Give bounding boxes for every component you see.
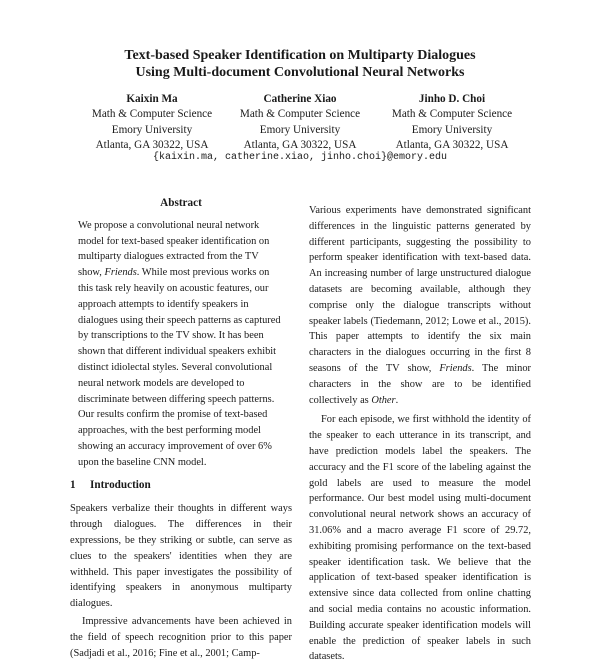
section-number: 1	[70, 478, 76, 491]
abstract-heading: Abstract	[160, 197, 202, 209]
author-dept: Math & Computer Science	[239, 108, 361, 121]
right-paragraph-1: Various experiments have demonstrated significant differences in the linguistic patterns generated by different participants, suggesting the possibility to perform speaker identification with text-based data. An increasing number of large unstructured dialogue datasets are becoming available, although they comprise only the dialogue transcripts without speaker labels (Tiedemann, 2012; Lowe et al., 2015). This paper attempts to identify the six main characters in the dialogues occurring in the first 8 seasons of the TV show, Friends. The minor characters in the show are to be identified collectively as Other.	[309, 205, 531, 406]
author-dept: Math & Computer Science	[91, 108, 213, 121]
author-univ: Emory University	[259, 123, 341, 136]
author-name: Kaixin Ma	[126, 93, 178, 105]
author-emails: {kaixin.ma, catherine.xiao, jinho.choi}@emory.edu	[152, 152, 448, 163]
abstract-text: We propose a convolutional neural network model for text-based speaker identification on multiparty dialogues extracted from the TV show, Friends. While most previous works on this task rely heavily on acoustic features, our approach attempts to identify speakers in dialogues using their speech patterns as captured by transcriptions to the TV show. It has been shown that different individual speakers exhibit distinct idiolectal styles. Several convolutional neural network models are developed to discriminate between differing speech patterns. Our results confirm the promise of text-based approaches, with the best performing model showing an accuracy improvement of over 6% upon the baseline CNN model.	[78, 219, 281, 468]
author-addr: Atlanta, GA 30322, USA	[395, 139, 509, 152]
author-name: Catherine Xiao	[263, 93, 337, 105]
right-column	[309, 203, 531, 665]
title-line-1: Text-based Speaker Identification on Multiparty Dialogues	[124, 48, 476, 63]
section-heading-introduction	[70, 478, 292, 494]
author-name: Jinho D. Choi	[418, 93, 486, 105]
author-3	[362, 92, 542, 154]
right-paragraph-2: For each episode, we first withhold the identity of the speaker to each utterance in its transcript, and have prediction models label the speakers. The accuracy and the F1 score of the labeling against the gold labels are used to measure the model performance. Our best model using multi-document convolutional neural network shows an accuracy of 31.06% and a macro average F1 score of 29.72, exhibiting promising performance on the text-based speaker identification task. We believe that the application of text-based speaker identification is extensive since data collected from online chatting and social media contains no acoustic information. Building accurate speaker identification models will enable the prediction of speaker labels in such datasets.	[309, 414, 531, 663]
author-addr: Atlanta, GA 30322, USA	[243, 139, 357, 152]
author-univ: Emory University	[111, 123, 193, 136]
intro-paragraph-1: Speakers verbalize their thoughts in different ways through dialogues. The differences in their expressions, be they striking or subtle, can serve as clues to the speakers' identities when they are withheld. This paper investigates the possibility of identifying speakers in anonymous multiparty dialogues.	[70, 503, 292, 610]
title-line-2: Using Multi-document Convolutional Neural Networks	[135, 64, 465, 80]
left-column	[70, 196, 292, 661]
author-univ: Emory University	[411, 123, 493, 136]
author-addr: Atlanta, GA 30322, USA	[95, 139, 209, 152]
author-dept: Math & Computer Science	[391, 108, 513, 121]
paper-title	[0, 48, 600, 81]
intro-paragraph-2: Impressive advancements have been achieved in the field of speech recognition prior to this paper (Sadjadi et al., 2016; Fine et al., 2001; Camp-	[70, 615, 292, 659]
section-title: Introduction	[90, 478, 151, 491]
